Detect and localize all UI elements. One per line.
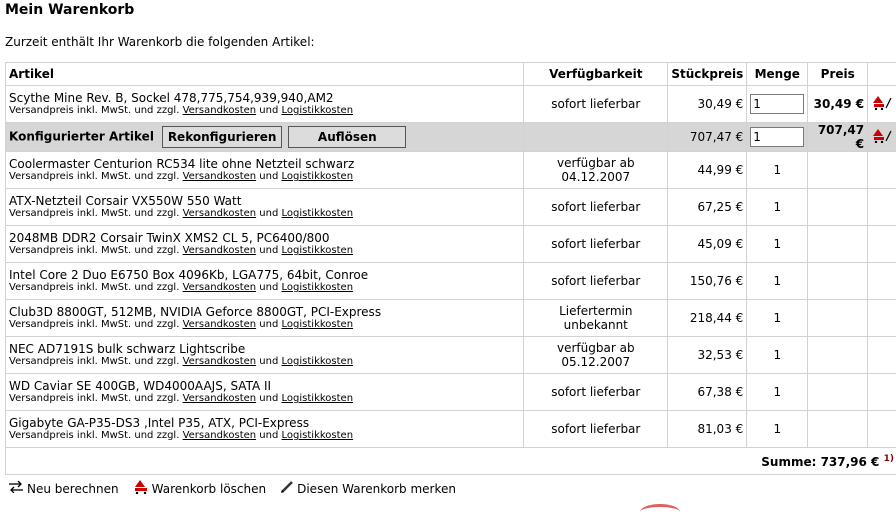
save-cart-label: Diesen Warenkorb merken (297, 482, 456, 496)
cart-item-row (6, 86, 896, 123)
total-sum: Summe: 737,96 € (761, 455, 879, 469)
logistikkosten-link[interactable]: Logistikkosten (282, 430, 354, 441)
shipping-prefix: Versandpreis inkl. MwSt. und zzgl. (9, 319, 179, 330)
configured-price: 707,47 € (808, 123, 868, 152)
item-qty-cell (747, 86, 808, 123)
configured-item-label: Konfigurierter Artikel (9, 130, 154, 144)
versandkosten-link[interactable]: Versandkosten (183, 105, 257, 116)
versandkosten-link[interactable]: Versandkosten (183, 319, 257, 330)
item-price (808, 411, 868, 448)
reconfigure-button[interactable]: Rekonfigurieren (162, 126, 282, 148)
item-price (808, 337, 868, 374)
item-name: Intel Core 2 Duo E6750 Box 4096Kb, LGA775, 64bit, Conroe (9, 268, 520, 282)
cart-delete-icon (133, 480, 149, 497)
versandkosten-link[interactable]: Versandkosten (183, 282, 257, 293)
remove-from-cart-icon (873, 96, 893, 110)
quantity-input[interactable] (750, 94, 804, 114)
remove-item-button[interactable] (868, 86, 896, 123)
item-cell (6, 337, 524, 374)
shipping-prefix: Versandpreis inkl. MwSt. und zzgl. (9, 208, 179, 219)
cart-item-row (6, 337, 896, 374)
cart-item-row (6, 300, 896, 337)
item-availability: verfügbar ab 05.12.2007 (524, 337, 668, 374)
item-qty: 1 (747, 152, 808, 189)
item-qty: 1 (747, 300, 808, 337)
item-unit-price: 30,49 € (668, 86, 747, 123)
item-cell (6, 152, 524, 189)
item-price (808, 374, 868, 411)
total-footnote: 1) (884, 454, 894, 464)
cart-actions (8, 480, 456, 497)
versandkosten-link[interactable]: Versandkosten (183, 208, 257, 219)
header-menge: Menge (747, 63, 808, 86)
total-cell (6, 448, 896, 475)
item-price (808, 226, 868, 263)
item-availability: verfügbar ab 04.12.2007 (524, 152, 668, 189)
cart-item-row (6, 189, 896, 226)
total-row (6, 448, 896, 475)
remove-from-cart-icon (873, 129, 893, 143)
item-action-cell (868, 226, 896, 263)
item-unit-price: 67,25 € (668, 189, 747, 226)
shipping-prefix: Versandpreis inkl. MwSt. und zzgl. (9, 171, 179, 182)
intro-text: Zurzeit enthält Ihr Warenkorb die folgenden Artikel: (5, 35, 315, 49)
item-unit-price: 150,76 € (668, 263, 747, 300)
and-text: und (259, 319, 278, 330)
and-text: und (259, 208, 278, 219)
logistikkosten-link[interactable]: Logistikkosten (282, 393, 354, 404)
cart-item-row (6, 411, 896, 448)
item-shipping-note (9, 319, 520, 331)
logistikkosten-link[interactable]: Logistikkosten (282, 171, 354, 182)
recalculate-link[interactable] (8, 480, 119, 497)
configured-item-cell (6, 123, 524, 152)
clear-cart-label: Warenkorb löschen (152, 482, 266, 496)
versandkosten-link[interactable]: Versandkosten (183, 171, 257, 182)
item-price (808, 263, 868, 300)
item-price (808, 152, 868, 189)
remove-configured-button[interactable] (868, 123, 896, 152)
item-cell (6, 263, 524, 300)
item-unit-price: 32,53 € (668, 337, 747, 374)
and-text: und (259, 245, 278, 256)
and-text: und (259, 430, 278, 441)
item-shipping-note (9, 282, 520, 294)
configured-unit-price: 707,47 € (668, 123, 747, 152)
item-price: 30,49 € (808, 86, 868, 123)
item-availability: sofort lieferbar (524, 374, 668, 411)
shipping-prefix: Versandpreis inkl. MwSt. und zzgl. (9, 282, 179, 293)
versandkosten-link[interactable]: Versandkosten (183, 245, 257, 256)
recalculate-label: Neu berechnen (27, 482, 119, 496)
item-cell (6, 411, 524, 448)
item-cell (6, 374, 524, 411)
shipping-prefix: Versandpreis inkl. MwSt. und zzgl. (9, 430, 179, 441)
item-action-cell (868, 189, 896, 226)
item-cell (6, 226, 524, 263)
clear-cart-link[interactable] (133, 480, 266, 497)
item-qty: 1 (747, 189, 808, 226)
item-qty: 1 (747, 263, 808, 300)
configured-availability (524, 123, 668, 152)
recalculate-arrows-icon (8, 481, 24, 496)
decorative-swoosh (640, 504, 680, 520)
item-shipping-note (9, 430, 520, 442)
header-actions (868, 63, 896, 86)
item-availability: Liefertermin unbekannt (524, 300, 668, 337)
pencil-icon (280, 480, 294, 497)
item-action-cell (868, 263, 896, 300)
and-text: und (259, 393, 278, 404)
item-unit-price: 67,38 € (668, 374, 747, 411)
page-title: Mein Warenkorb (5, 2, 134, 18)
item-availability: sofort lieferbar (524, 86, 668, 123)
cart-item-row (6, 374, 896, 411)
logistikkosten-link[interactable]: Logistikkosten (282, 208, 354, 219)
item-action-cell (868, 337, 896, 374)
and-text: und (259, 171, 278, 182)
item-name: ATX-Netzteil Corsair VX550W 550 Watt (9, 194, 520, 208)
item-availability: sofort lieferbar (524, 189, 668, 226)
header-stueckpreis: Stückpreis (668, 63, 747, 86)
item-qty: 1 (747, 226, 808, 263)
item-name: Scythe Mine Rev. B, Sockel 478,775,754,939,940,AM2 (9, 91, 520, 105)
item-name: Gigabyte GA-P35-DS3 ,Intel P35, ATX, PCI-Express (9, 416, 520, 430)
item-shipping-note (9, 208, 520, 220)
header-verfuegbarkeit: Verfügbarkeit (524, 63, 668, 86)
item-qty: 1 (747, 374, 808, 411)
and-text: und (259, 356, 278, 367)
item-unit-price: 44,99 € (668, 152, 747, 189)
save-cart-link[interactable] (280, 480, 456, 497)
item-name: NEC AD7191S bulk schwarz Lightscribe (9, 342, 520, 356)
shipping-prefix: Versandpreis inkl. MwSt. und zzgl. (9, 105, 179, 116)
item-shipping-note (9, 245, 520, 257)
item-unit-price: 45,09 € (668, 226, 747, 263)
configured-quantity-input[interactable] (750, 127, 804, 147)
item-shipping-note (9, 171, 520, 183)
configured-item-row (6, 123, 896, 152)
item-cell (6, 189, 524, 226)
item-name: Club3D 8800GT, 512MB, NVIDIA Geforce 8800GT, PCI-Express (9, 305, 520, 319)
item-action-cell (868, 374, 896, 411)
and-text: und (259, 282, 278, 293)
cart-header-row (6, 63, 896, 86)
cart-table (5, 62, 896, 475)
versandkosten-link[interactable]: Versandkosten (183, 430, 257, 441)
item-action-cell (868, 152, 896, 189)
logistikkosten-link[interactable]: Logistikkosten (282, 319, 354, 330)
item-action-cell (868, 300, 896, 337)
cart-item-row (6, 226, 896, 263)
item-cell (6, 300, 524, 337)
item-name: Coolermaster Centurion RC534 lite ohne Netzteil schwarz (9, 157, 520, 171)
header-artikel: Artikel (6, 63, 524, 86)
and-text: und (259, 105, 278, 116)
item-shipping-note (9, 105, 520, 117)
item-qty: 1 (747, 411, 808, 448)
item-unit-price: 218,44 € (668, 300, 747, 337)
item-name: 2048MB DDR2 Corsair TwinX XMS2 CL 5, PC6400/800 (9, 231, 520, 245)
logistikkosten-link[interactable]: Logistikkosten (282, 356, 354, 367)
item-price (808, 189, 868, 226)
logistikkosten-link[interactable]: Logistikkosten (282, 282, 354, 293)
versandkosten-link[interactable]: Versandkosten (183, 393, 257, 404)
item-price (808, 300, 868, 337)
item-availability: sofort lieferbar (524, 263, 668, 300)
cart-item-row (6, 152, 896, 189)
item-availability: sofort lieferbar (524, 226, 668, 263)
logistikkosten-link[interactable]: Logistikkosten (282, 245, 354, 256)
item-availability: sofort lieferbar (524, 411, 668, 448)
versandkosten-link[interactable]: Versandkosten (183, 356, 257, 367)
item-cell (6, 86, 524, 123)
configured-qty-cell (747, 123, 808, 152)
shipping-prefix: Versandpreis inkl. MwSt. und zzgl. (9, 393, 179, 404)
item-shipping-note (9, 393, 520, 405)
item-shipping-note (9, 356, 520, 368)
item-qty: 1 (747, 337, 808, 374)
dissolve-button[interactable]: Auflösen (288, 126, 406, 148)
header-preis: Preis (808, 63, 868, 86)
shipping-prefix: Versandpreis inkl. MwSt. und zzgl. (9, 245, 179, 256)
logistikkosten-link[interactable]: Logistikkosten (282, 105, 354, 116)
item-action-cell (868, 411, 896, 448)
item-name: WD Caviar SE 400GB, WD4000AAJS, SATA II (9, 379, 520, 393)
item-unit-price: 81,03 € (668, 411, 747, 448)
shipping-prefix: Versandpreis inkl. MwSt. und zzgl. (9, 356, 179, 367)
cart-item-row (6, 263, 896, 300)
